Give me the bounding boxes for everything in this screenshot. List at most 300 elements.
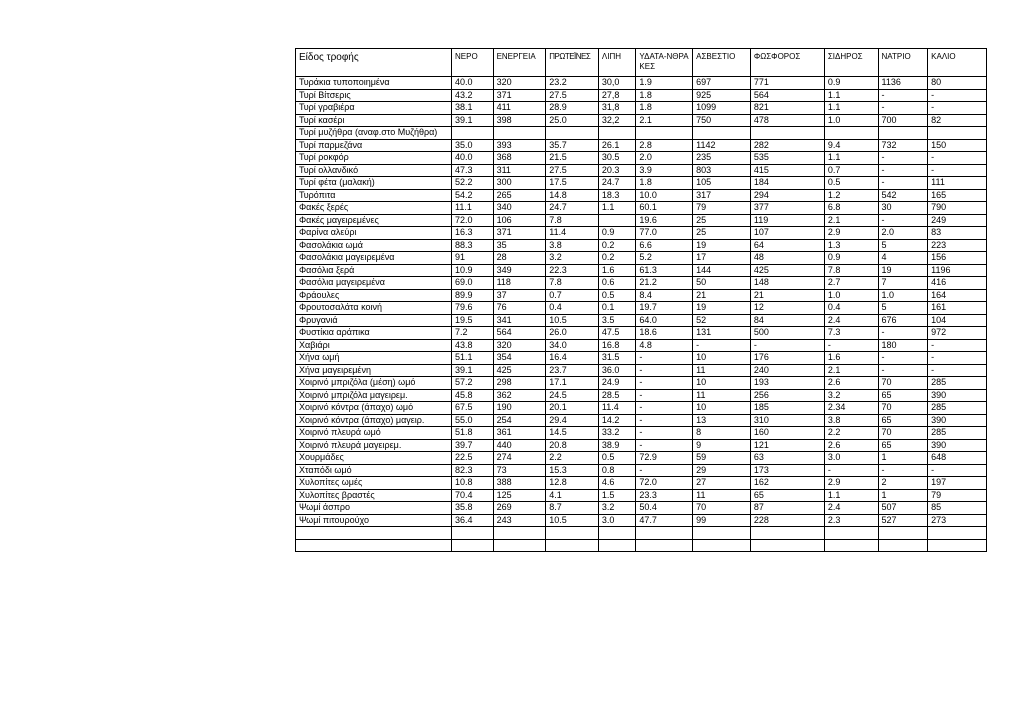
cell-water: 51.8 xyxy=(452,427,494,440)
cell-sodium: 7 xyxy=(878,277,928,290)
table-row xyxy=(296,164,987,177)
cell-carbohydrates: 60.1 xyxy=(636,202,693,215)
cell-iron xyxy=(824,539,878,552)
cell-sodium: 700 xyxy=(878,114,928,127)
cell-potassium: - xyxy=(928,464,987,477)
cell-fat: 11.4 xyxy=(598,402,635,415)
cell-phosphorus: 377 xyxy=(750,202,824,215)
table-row xyxy=(296,352,987,365)
cell-energy: 368 xyxy=(493,152,546,165)
cell-sodium: 1136 xyxy=(878,77,928,90)
cell-phosphorus: 821 xyxy=(750,102,824,115)
cell-water xyxy=(452,127,494,140)
cell-calcium xyxy=(693,539,751,552)
cell-fat: 0.5 xyxy=(598,452,635,465)
cell-phosphorus: - xyxy=(750,339,824,352)
table-row xyxy=(296,402,987,415)
cell-food-name: Τυρί φέτα (μαλακή) xyxy=(296,177,452,190)
cell-food-name: Φασόλια ξερά xyxy=(296,264,452,277)
cell-water: 10.9 xyxy=(452,264,494,277)
cell-sodium: 5 xyxy=(878,239,928,252)
cell-food-name: Χυλοπίτες ωμές xyxy=(296,477,452,490)
table-row xyxy=(296,377,987,390)
cell-carbohydrates: - xyxy=(636,439,693,452)
cell-phosphorus: 162 xyxy=(750,477,824,490)
cell-phosphorus: 173 xyxy=(750,464,824,477)
cell-potassium: 790 xyxy=(928,202,987,215)
cell-potassium: 161 xyxy=(928,302,987,315)
cell-calcium: 59 xyxy=(693,452,751,465)
cell-fat: 38.9 xyxy=(598,439,635,452)
cell-potassium xyxy=(928,527,987,540)
cell-sodium: - xyxy=(878,327,928,340)
cell-iron: 2.1 xyxy=(824,214,878,227)
cell-fat: 14.2 xyxy=(598,414,635,427)
cell-fat: 18.3 xyxy=(598,189,635,202)
cell-fat: 0.8 xyxy=(598,464,635,477)
cell-calcium: 697 xyxy=(693,77,751,90)
table-row xyxy=(296,252,987,265)
cell-sodium: 1 xyxy=(878,452,928,465)
table-row xyxy=(296,527,987,540)
cell-potassium: 223 xyxy=(928,239,987,252)
cell-carbohydrates: - xyxy=(636,364,693,377)
cell-food-name: Φρουτοσαλάτα κοινή xyxy=(296,302,452,315)
cell-calcium: 17 xyxy=(693,252,751,265)
cell-carbohydrates: 19.7 xyxy=(636,302,693,315)
cell-calcium: 21 xyxy=(693,289,751,302)
cell-potassium: 150 xyxy=(928,139,987,152)
cell-potassium: - xyxy=(928,152,987,165)
cell-energy: 341 xyxy=(493,314,546,327)
cell-carbohydrates: 47.7 xyxy=(636,514,693,527)
cell-protein: 24.7 xyxy=(546,202,599,215)
cell-water: 22.5 xyxy=(452,452,494,465)
cell-food-name: Χοιρινό κόντρα (άπαχο) ωμό xyxy=(296,402,452,415)
cell-phosphorus: 48 xyxy=(750,252,824,265)
cell-carbohydrates: - xyxy=(636,352,693,365)
cell-energy: 190 xyxy=(493,402,546,415)
cell-energy xyxy=(493,539,546,552)
cell-fat: 0.1 xyxy=(598,302,635,315)
cell-phosphorus: 228 xyxy=(750,514,824,527)
cell-fat: 16.8 xyxy=(598,339,635,352)
cell-sodium: - xyxy=(878,89,928,102)
table-row xyxy=(296,152,987,165)
cell-phosphorus: 87 xyxy=(750,502,824,515)
cell-sodium: 732 xyxy=(878,139,928,152)
header-water: ΝΕΡΟ xyxy=(452,49,494,77)
cell-sodium: 70 xyxy=(878,377,928,390)
cell-sodium: - xyxy=(878,464,928,477)
cell-carbohydrates: 64.0 xyxy=(636,314,693,327)
cell-phosphorus xyxy=(750,527,824,540)
cell-fat: 3.5 xyxy=(598,314,635,327)
cell-calcium: 144 xyxy=(693,264,751,277)
cell-food-name: Φασολάκια ωμά xyxy=(296,239,452,252)
cell-potassium: 273 xyxy=(928,514,987,527)
cell-calcium: 803 xyxy=(693,164,751,177)
header-carbohydrates: ΥΔΑΤΑ-ΝΘΡΑΚΕΣ xyxy=(636,49,693,77)
cell-potassium: - xyxy=(928,102,987,115)
cell-protein: 29.4 xyxy=(546,414,599,427)
cell-water: 45.8 xyxy=(452,389,494,402)
cell-sodium: 19 xyxy=(878,264,928,277)
cell-carbohydrates xyxy=(636,539,693,552)
cell-iron: 1.0 xyxy=(824,289,878,302)
cell-protein: 7.8 xyxy=(546,214,599,227)
cell-sodium: - xyxy=(878,364,928,377)
header-calcium: ΑΣΒΕΣΤΙΟ xyxy=(693,49,751,77)
cell-calcium: 99 xyxy=(693,514,751,527)
cell-carbohydrates: 8.4 xyxy=(636,289,693,302)
cell-carbohydrates: 1.8 xyxy=(636,102,693,115)
cell-iron: 1.1 xyxy=(824,89,878,102)
table-row xyxy=(296,414,987,427)
table-row xyxy=(296,514,987,527)
cell-potassium: 972 xyxy=(928,327,987,340)
cell-sodium: 527 xyxy=(878,514,928,527)
cell-energy: 254 xyxy=(493,414,546,427)
cell-fat: 27,8 xyxy=(598,89,635,102)
cell-water: 10.8 xyxy=(452,477,494,490)
cell-food-name xyxy=(296,527,452,540)
cell-fat: 31,8 xyxy=(598,102,635,115)
cell-fat: 0.9 xyxy=(598,227,635,240)
cell-carbohydrates: 1.8 xyxy=(636,89,693,102)
cell-phosphorus: 121 xyxy=(750,439,824,452)
cell-fat: 24.7 xyxy=(598,177,635,190)
cell-iron: 1.1 xyxy=(824,102,878,115)
cell-phosphorus: 282 xyxy=(750,139,824,152)
cell-energy: 311 xyxy=(493,164,546,177)
cell-protein: 22.3 xyxy=(546,264,599,277)
cell-phosphorus: 119 xyxy=(750,214,824,227)
cell-iron: 2.9 xyxy=(824,227,878,240)
cell-carbohydrates: 2.0 xyxy=(636,152,693,165)
cell-protein: 26.0 xyxy=(546,327,599,340)
cell-food-name: Φασόλια μαγειρεμένα xyxy=(296,277,452,290)
cell-food-name: Τυρί κασέρι xyxy=(296,114,452,127)
cell-energy: 388 xyxy=(493,477,546,490)
table-row xyxy=(296,214,987,227)
cell-potassium: 83 xyxy=(928,227,987,240)
cell-food-name: Τυράκια τυποποιημένα xyxy=(296,77,452,90)
cell-protein: 17.5 xyxy=(546,177,599,190)
header-protein: ΠΡΩΤΕΪΝΕΣ xyxy=(546,49,599,77)
cell-phosphorus: 65 xyxy=(750,489,824,502)
cell-iron: 0.9 xyxy=(824,252,878,265)
cell-energy xyxy=(493,527,546,540)
table-row xyxy=(296,189,987,202)
cell-protein: 35.7 xyxy=(546,139,599,152)
cell-iron: 1.3 xyxy=(824,239,878,252)
cell-water: 40.0 xyxy=(452,152,494,165)
cell-fat xyxy=(598,539,635,552)
cell-potassium: - xyxy=(928,352,987,365)
cell-calcium: 131 xyxy=(693,327,751,340)
cell-water: 52.2 xyxy=(452,177,494,190)
cell-phosphorus: 500 xyxy=(750,327,824,340)
table-row xyxy=(296,539,987,552)
cell-potassium xyxy=(928,539,987,552)
table-row xyxy=(296,427,987,440)
cell-sodium: - xyxy=(878,352,928,365)
cell-fat xyxy=(598,127,635,140)
cell-food-name: Χαβιάρι xyxy=(296,339,452,352)
cell-food-name: Φακές ξερές xyxy=(296,202,452,215)
cell-phosphorus: 160 xyxy=(750,427,824,440)
cell-energy xyxy=(493,127,546,140)
cell-calcium: 27 xyxy=(693,477,751,490)
cell-iron: 2.1 xyxy=(824,364,878,377)
cell-carbohydrates: 1.9 xyxy=(636,77,693,90)
cell-phosphorus: 176 xyxy=(750,352,824,365)
cell-calcium: 13 xyxy=(693,414,751,427)
cell-iron: 2.34 xyxy=(824,402,878,415)
cell-iron: 7.3 xyxy=(824,327,878,340)
cell-calcium: 19 xyxy=(693,302,751,315)
cell-phosphorus: 771 xyxy=(750,77,824,90)
cell-energy: 361 xyxy=(493,427,546,440)
cell-protein: 21.5 xyxy=(546,152,599,165)
table-row xyxy=(296,177,987,190)
cell-sodium: - xyxy=(878,177,928,190)
cell-potassium: 79 xyxy=(928,489,987,502)
cell-energy: 37 xyxy=(493,289,546,302)
cell-iron: 2.3 xyxy=(824,514,878,527)
cell-potassium: 648 xyxy=(928,452,987,465)
cell-carbohydrates: 2.8 xyxy=(636,139,693,152)
cell-phosphorus: 148 xyxy=(750,277,824,290)
cell-iron: 1.6 xyxy=(824,352,878,365)
cell-sodium: 65 xyxy=(878,389,928,402)
cell-fat: 0.2 xyxy=(598,239,635,252)
cell-phosphorus: 185 xyxy=(750,402,824,415)
cell-calcium: 105 xyxy=(693,177,751,190)
cell-energy: 269 xyxy=(493,502,546,515)
cell-protein xyxy=(546,527,599,540)
cell-protein: 20.1 xyxy=(546,402,599,415)
cell-food-name: Χοιρινό μπριζόλα μαγειρεμ. xyxy=(296,389,452,402)
cell-food-name: Χοιρινό πλευρά μαγειρεμ. xyxy=(296,439,452,452)
table-row xyxy=(296,302,987,315)
cell-carbohydrates xyxy=(636,127,693,140)
cell-food-name: Χοιρινό μπριζόλα (μέση) ωμό xyxy=(296,377,452,390)
cell-sodium xyxy=(878,539,928,552)
header-fat: ΛΙΠΗ xyxy=(598,49,635,77)
cell-protein: 10.5 xyxy=(546,314,599,327)
cell-energy: 320 xyxy=(493,77,546,90)
cell-carbohydrates: 5.2 xyxy=(636,252,693,265)
cell-sodium: 5 xyxy=(878,302,928,315)
nutrition-table xyxy=(295,48,987,552)
cell-food-name: Τυρί παρμεζάνα xyxy=(296,139,452,152)
cell-carbohydrates: - xyxy=(636,402,693,415)
cell-phosphorus: 478 xyxy=(750,114,824,127)
cell-sodium: 2.0 xyxy=(878,227,928,240)
cell-potassium: 390 xyxy=(928,414,987,427)
cell-potassium: - xyxy=(928,164,987,177)
cell-protein: 25.0 xyxy=(546,114,599,127)
cell-carbohydrates: 61.3 xyxy=(636,264,693,277)
cell-calcium: 10 xyxy=(693,352,751,365)
cell-protein: 8.7 xyxy=(546,502,599,515)
cell-energy: 440 xyxy=(493,439,546,452)
cell-iron: 0.4 xyxy=(824,302,878,315)
cell-carbohydrates: 50.4 xyxy=(636,502,693,515)
cell-water: 79.6 xyxy=(452,302,494,315)
cell-iron: 1.1 xyxy=(824,489,878,502)
cell-iron: 9.4 xyxy=(824,139,878,152)
cell-fat: 1.5 xyxy=(598,489,635,502)
cell-sodium: 180 xyxy=(878,339,928,352)
cell-carbohydrates xyxy=(636,527,693,540)
cell-fat: 36.0 xyxy=(598,364,635,377)
cell-fat: 0.5 xyxy=(598,289,635,302)
cell-food-name: Χταπόδι ωμό xyxy=(296,464,452,477)
cell-carbohydrates: 1.8 xyxy=(636,177,693,190)
cell-calcium: 25 xyxy=(693,214,751,227)
cell-energy: 106 xyxy=(493,214,546,227)
cell-phosphorus: 84 xyxy=(750,314,824,327)
cell-water xyxy=(452,527,494,540)
cell-carbohydrates: 77.0 xyxy=(636,227,693,240)
cell-iron: 1.2 xyxy=(824,189,878,202)
cell-iron: 1.1 xyxy=(824,152,878,165)
cell-iron: 2.9 xyxy=(824,477,878,490)
cell-protein: 0.4 xyxy=(546,302,599,315)
table-row xyxy=(296,77,987,90)
cell-water: 36.4 xyxy=(452,514,494,527)
cell-potassium: 390 xyxy=(928,389,987,402)
cell-food-name: Τυρόπιτα xyxy=(296,189,452,202)
cell-calcium: 9 xyxy=(693,439,751,452)
cell-fat: 26.1 xyxy=(598,139,635,152)
cell-energy: 398 xyxy=(493,114,546,127)
cell-protein: 10.5 xyxy=(546,514,599,527)
cell-carbohydrates: 6.6 xyxy=(636,239,693,252)
cell-energy: 265 xyxy=(493,189,546,202)
cell-food-name: Τυρί Βίτσερις xyxy=(296,89,452,102)
cell-protein: 2.2 xyxy=(546,452,599,465)
cell-water xyxy=(452,539,494,552)
cell-water: 88.3 xyxy=(452,239,494,252)
cell-water: 35.0 xyxy=(452,139,494,152)
cell-water: 39.1 xyxy=(452,114,494,127)
cell-food-name: Τυρί ροκφόρ xyxy=(296,152,452,165)
cell-potassium: - xyxy=(928,339,987,352)
cell-carbohydrates: 21.2 xyxy=(636,277,693,290)
cell-calcium: 52 xyxy=(693,314,751,327)
cell-water: 16.3 xyxy=(452,227,494,240)
cell-water: 11.1 xyxy=(452,202,494,215)
cell-phosphorus: 63 xyxy=(750,452,824,465)
cell-phosphorus: 310 xyxy=(750,414,824,427)
cell-sodium: 2 xyxy=(878,477,928,490)
cell-energy: 73 xyxy=(493,464,546,477)
cell-calcium: - xyxy=(693,339,751,352)
cell-calcium: 10 xyxy=(693,377,751,390)
cell-food-name: Φαρίνα αλεύρι xyxy=(296,227,452,240)
cell-water: 54.2 xyxy=(452,189,494,202)
cell-fat: 31.5 xyxy=(598,352,635,365)
cell-calcium: 11 xyxy=(693,389,751,402)
cell-potassium: 197 xyxy=(928,477,987,490)
cell-water: 72.0 xyxy=(452,214,494,227)
cell-potassium: 249 xyxy=(928,214,987,227)
cell-sodium: 4 xyxy=(878,252,928,265)
cell-calcium: 925 xyxy=(693,89,751,102)
cell-protein: 4.1 xyxy=(546,489,599,502)
cell-food-name: Φράουλες xyxy=(296,289,452,302)
cell-potassium: 285 xyxy=(928,402,987,415)
table-row xyxy=(296,127,987,140)
cell-potassium: 85 xyxy=(928,502,987,515)
cell-energy: 274 xyxy=(493,452,546,465)
table-row xyxy=(296,477,987,490)
cell-calcium: 750 xyxy=(693,114,751,127)
cell-phosphorus xyxy=(750,539,824,552)
cell-sodium: - xyxy=(878,152,928,165)
cell-water: 38.1 xyxy=(452,102,494,115)
cell-water: 89.9 xyxy=(452,289,494,302)
cell-phosphorus: 564 xyxy=(750,89,824,102)
cell-food-name: Φασολάκια μαγειρεμένα xyxy=(296,252,452,265)
cell-sodium: 507 xyxy=(878,502,928,515)
cell-protein: 3.2 xyxy=(546,252,599,265)
cell-protein: 23.2 xyxy=(546,77,599,90)
cell-carbohydrates: 18.6 xyxy=(636,327,693,340)
cell-water: 39.1 xyxy=(452,364,494,377)
cell-protein: 27.5 xyxy=(546,164,599,177)
cell-fat: 3.2 xyxy=(598,502,635,515)
cell-carbohydrates: - xyxy=(636,414,693,427)
cell-sodium: 30 xyxy=(878,202,928,215)
cell-fat: 30,0 xyxy=(598,77,635,90)
cell-protein: 27.5 xyxy=(546,89,599,102)
cell-sodium xyxy=(878,527,928,540)
cell-potassium: 111 xyxy=(928,177,987,190)
cell-potassium xyxy=(928,127,987,140)
table-row xyxy=(296,489,987,502)
cell-energy: 118 xyxy=(493,277,546,290)
table-row xyxy=(296,364,987,377)
cell-energy: 125 xyxy=(493,489,546,502)
cell-iron: 3.2 xyxy=(824,389,878,402)
cell-food-name: Φυστίκια αράπικα xyxy=(296,327,452,340)
cell-iron: 1.0 xyxy=(824,114,878,127)
cell-potassium: 156 xyxy=(928,252,987,265)
cell-sodium: 1.0 xyxy=(878,289,928,302)
cell-food-name: Ψωμί πιτουρούχο xyxy=(296,514,452,527)
cell-protein: 3.8 xyxy=(546,239,599,252)
table-row xyxy=(296,239,987,252)
cell-sodium: 70 xyxy=(878,427,928,440)
cell-carbohydrates: - xyxy=(636,427,693,440)
cell-energy: 362 xyxy=(493,389,546,402)
cell-potassium: 416 xyxy=(928,277,987,290)
cell-protein: 34.0 xyxy=(546,339,599,352)
cell-water: 39.7 xyxy=(452,439,494,452)
cell-potassium: 285 xyxy=(928,427,987,440)
header-iron: ΣΙΔΗΡΟΣ xyxy=(824,49,878,77)
cell-food-name: Χοιρινό κόντρα (άπαχο) μαγειρ. xyxy=(296,414,452,427)
cell-sodium: 676 xyxy=(878,314,928,327)
cell-fat: 28.5 xyxy=(598,389,635,402)
cell-sodium: - xyxy=(878,164,928,177)
cell-calcium: 19 xyxy=(693,239,751,252)
